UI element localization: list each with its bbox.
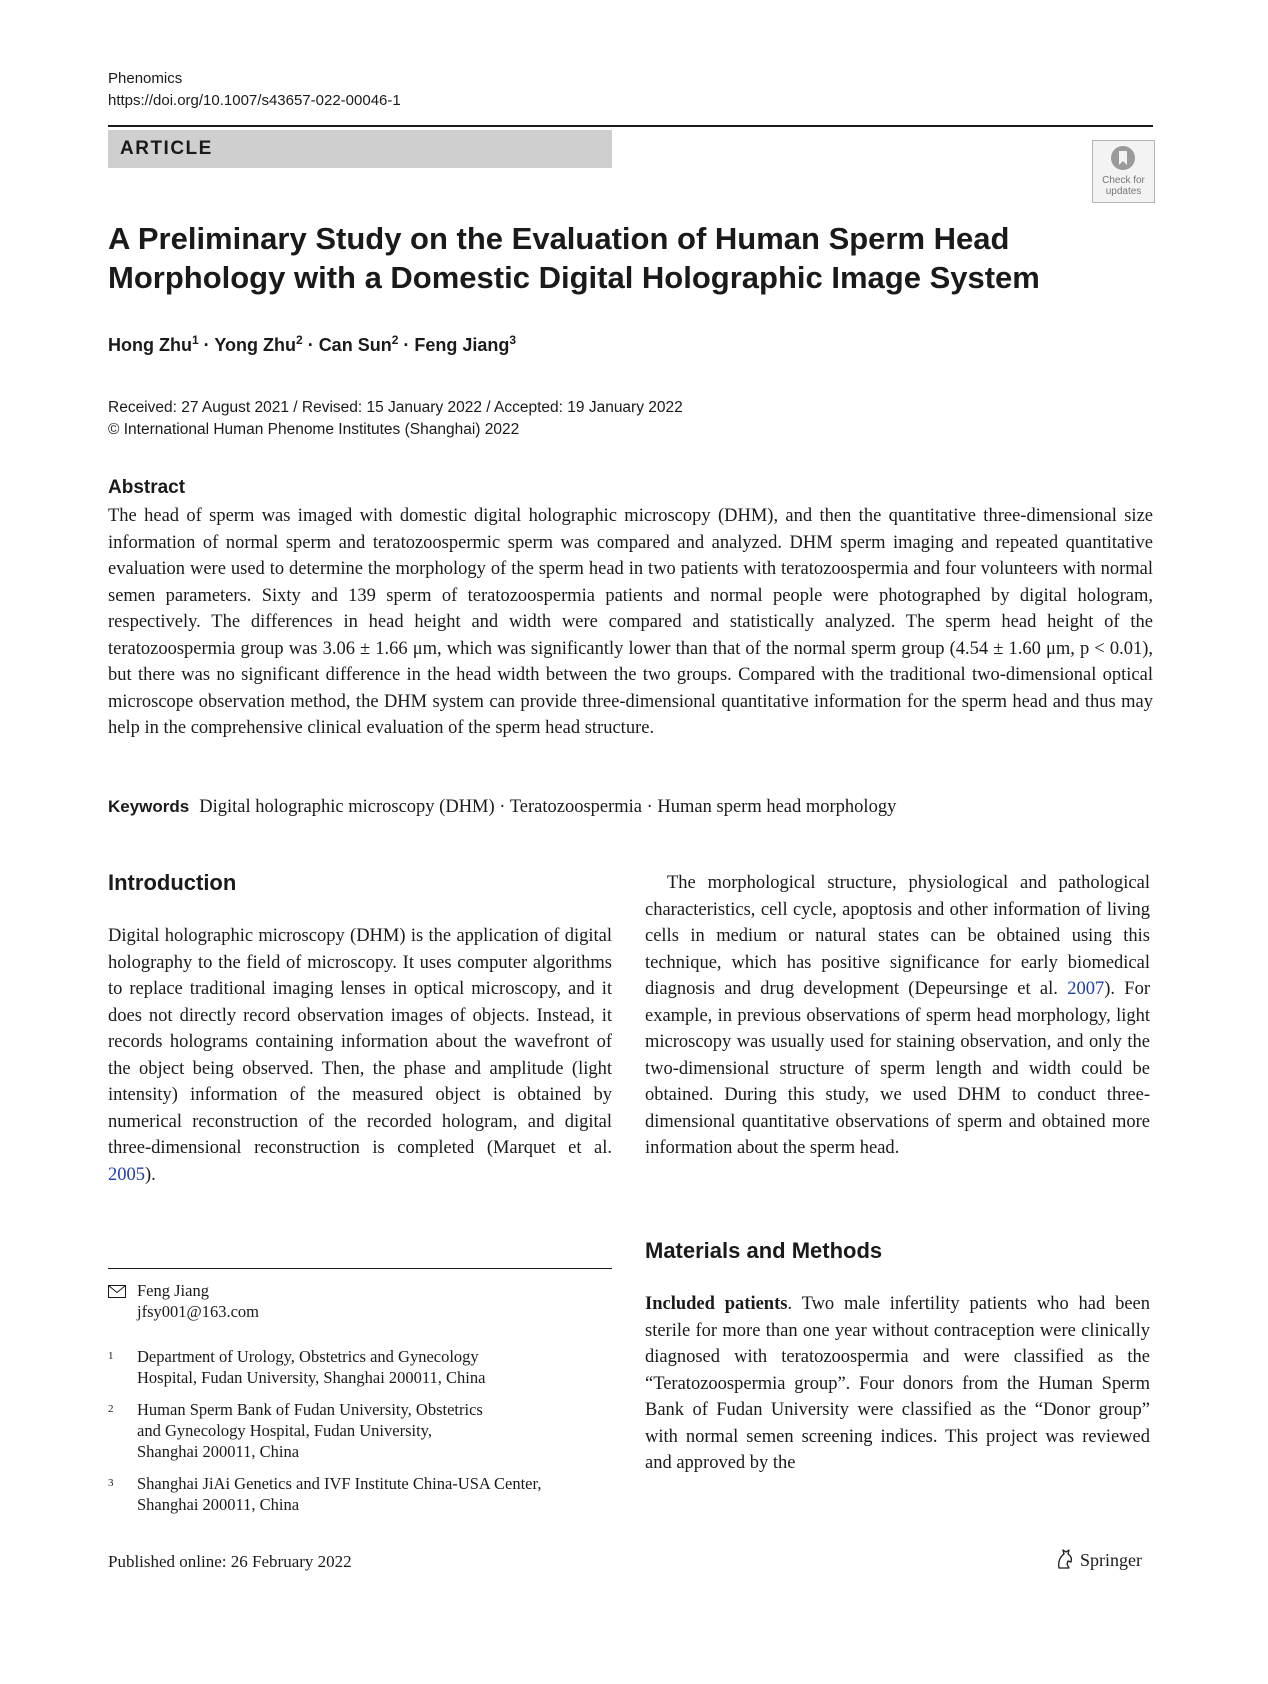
- author-1[interactable]: Hong Zhu$^1$: [108, 333, 199, 355]
- published-date: Published online: 26 February 2022: [108, 1552, 352, 1571]
- springer-horse-icon: [1055, 1548, 1075, 1570]
- publisher-logo[interactable]: [1055, 1548, 1142, 1571]
- bookmark-check-icon: [1110, 145, 1136, 171]
- check-for-updates-badge[interactable]: [1092, 140, 1155, 203]
- author-3[interactable]: Can Sun$^2$: [318, 333, 399, 355]
- methods-heading: Materials and Methods: [645, 1238, 883, 1263]
- correspondence-name: Feng Jiang: [137, 1281, 209, 1300]
- check-updates-line2: updates: [1105, 186, 1142, 197]
- reference-link-depeursinge-2007[interactable]: 2007: [1067, 979, 1105, 999]
- title-line-1: A Preliminary Study on the Evaluation of Human Sperm Head: [108, 221, 1010, 256]
- header-rule: [108, 125, 1153, 127]
- envelope-icon: [108, 1285, 126, 1298]
- paper-title: [108, 219, 1108, 297]
- doi-link[interactable]: https://doi.org/10.1007/s43657-022-00046-1: [108, 92, 401, 109]
- author-4[interactable]: Feng Jiang$^3$: [414, 333, 517, 355]
- author-list: Hong Zhu$^1$ · Yong Zhu$^2$ · Can Sun$^2$ · Feng Jiang$^3$: [108, 333, 517, 355]
- correspondence-email[interactable]: jfsy001@163.com: [137, 1302, 259, 1321]
- title-line-2: Morphology with a Domestic Digital Holographic Image System: [108, 260, 1040, 295]
- reference-link-marquet-2005[interactable]: 2005: [108, 1164, 145, 1185]
- journal-header: [108, 68, 401, 112]
- correspondence-note: [108, 1280, 612, 1324]
- abstract-text: The head of sperm was imaged with domestic digital holographic microscopy (DHM), and then the quantitative three-dimensional size information of normal sperm and teratozoospermic sperm was compared and analyzed. DHM sperm imaging and repeated quantitative evaluation were used to determine the morphology of the sperm head in two patients with teratozoospermia and four volunteers with normal semen parameters. Sixty and 139 sperm of teratozoospermia patients and normal people were photographed by digital hologram, respectively. The differences in head height and width were compared and statistically analyzed. The sperm head height of the teratozoospermia group was 3.06 ± 1.66 μm, which was significantly lower than that of the normal sperm group (4.54 ± 1.60 μm, p < 0.01), but there was no significant difference in the head width between the two groups. Compared with the traditional two-dimensional optical microscope observation method, the DHM system can provide three-dimensional quantitative information for the sperm head and thus may help in the comprehensive clinical evaluation of the sperm head structure.: [108, 506, 1153, 738]
- publisher-name: Springer: [1080, 1550, 1142, 1570]
- introduction-paragraph-2: The morphological structure, physiological and pathological characteristics, cell cycle, apoptosis and other information of living cells in medium or natural states can be obtained using this technique, which has positive significance for early biomedical diagnosis and drug development (Depeursinge et al. 2007). For example, in previous observations of sperm head morphology, light microscopy was usually used for staining observation, and only the two-dimensional structure of sperm length and width could be obtained. During this study, we used DHM to conduct three-dimensional quantitative observations of sperm and obtained more information about the sperm head.: [645, 873, 1150, 1158]
- affiliation-2: 2 Human Sperm Bank of Fudan University, Obstetrics and Gynecology Hospital, Fudan University, Shanghai 200011, China: [108, 1400, 483, 1461]
- keywords: [108, 794, 1153, 820]
- history-dates: Received: 27 August 2021 / Revised: 15 January 2022 / Accepted: 19 January 2022: [108, 399, 683, 416]
- article-type-label: ARTICLE: [120, 138, 213, 159]
- affiliation-1: 1 Department of Urology, Obstetrics and Gynecology Hospital, Fudan University, Shanghai 200011, China: [108, 1347, 486, 1387]
- affiliation-3: 3 Shanghai JiAi Genetics and IVF Institute China-USA Center, Shanghai 200011, China: [108, 1474, 542, 1514]
- article-type-bar: [108, 130, 612, 168]
- author-2[interactable]: Yong Zhu$^2$: [214, 333, 303, 355]
- check-updates-line1: Check for: [1102, 175, 1145, 186]
- methods-lead: Included patients: [645, 1294, 788, 1314]
- introduction-paragraph-1: Digital holographic microscopy (DHM) is the application of digital holography to the field of microscopy. It uses computer algorithms to replace traditional imaging lenses in optical microscopy, and it does not directly record observation images of objects. Instead, it records holograms containing information about the wavefront of the object being observed. Then, the phase and amplitude (light intensity) information of the measured object is obtained by numerical reconstruction of the recorded hologram, and digital three-dimensional reconstruction is completed (Marquet et al. 2005).: [108, 926, 612, 1185]
- footnote-rule: [108, 1268, 612, 1269]
- abstract-heading: Abstract: [108, 477, 186, 498]
- copyright-line: © International Human Phenome Institutes (Shanghai) 2022: [108, 421, 520, 438]
- methods-paragraph: Included patients. Two male infertility patients who had been sterile for more than one year without contraception were clinically diagnosed with teratozoospermia and were classified as the “Teratozoospermia group”. Four donors from the Human Sperm Bank of Fudan University were classified as the “Donor group” with normal semen screening indices. This project was reviewed and approved by the: [645, 1294, 1150, 1473]
- journal-name: Phenomics: [108, 70, 183, 87]
- introduction-heading: Introduction: [108, 870, 237, 895]
- article-history: [108, 397, 683, 441]
- keywords-text: Digital holographic microscopy (DHM) · Teratozoospermia · Human sperm head morphology: [199, 797, 897, 817]
- keywords-label: Keywords: [108, 797, 190, 816]
